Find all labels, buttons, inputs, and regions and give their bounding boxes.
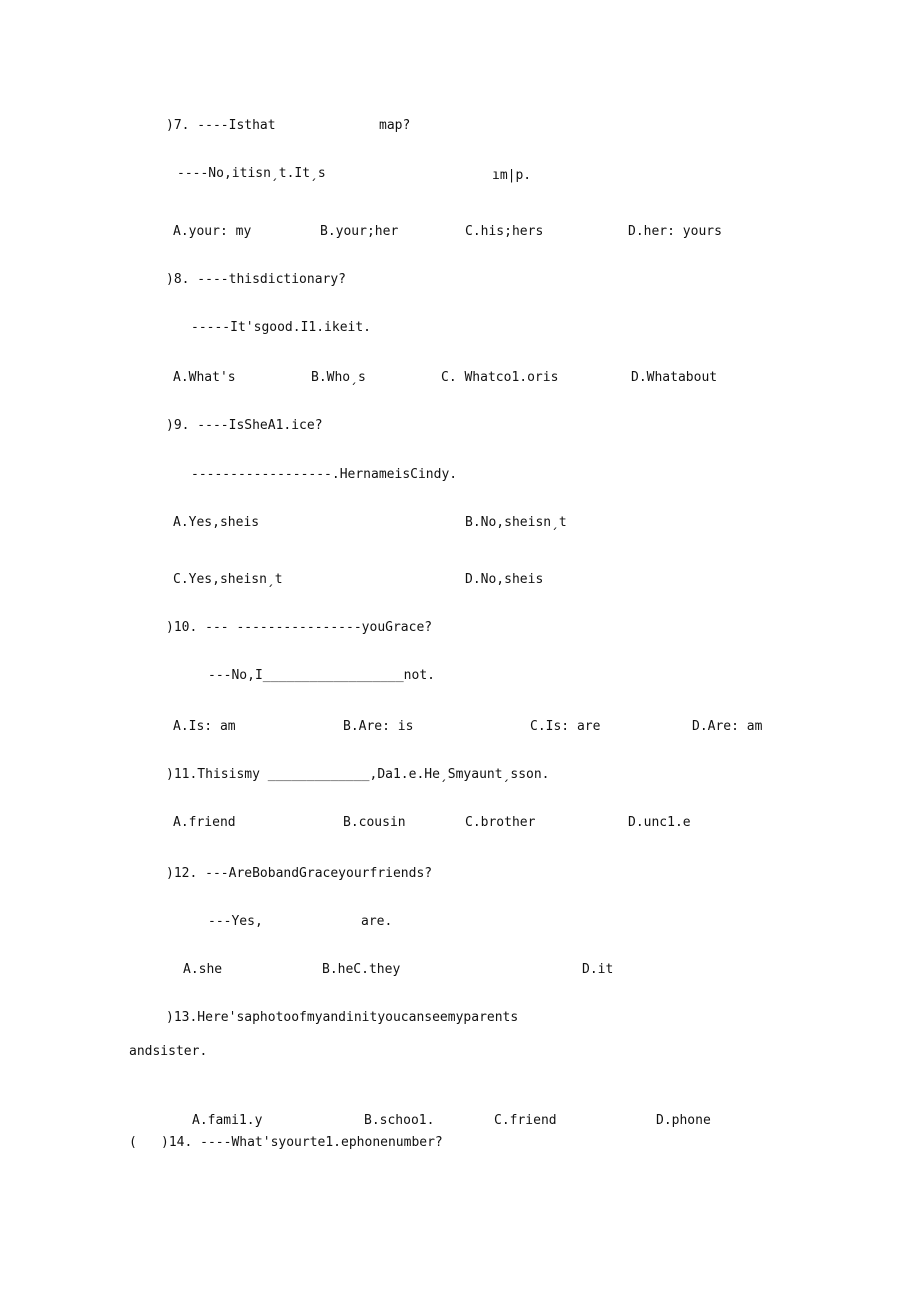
q7-option-d: D.her: yours <box>628 224 722 239</box>
q11-option-b: B.cousin <box>343 815 406 830</box>
q8-option-a: A.What's <box>173 370 236 385</box>
q12-option-d: D.it <box>582 962 614 977</box>
q7-reply-tail: ım|p. <box>492 168 532 183</box>
q9-option-c: C.Yes,sheisnˏt <box>173 572 283 587</box>
q13-option-c: C.friend <box>494 1113 557 1128</box>
q8-option-c: C. Whatco1.oris <box>441 370 559 385</box>
q11-option-c: C.brother <box>465 815 536 830</box>
q8-option-d: D.Whatabout <box>631 370 718 385</box>
q7-option-a: A.your: my <box>173 224 252 239</box>
q14-stem: )14. ----What'syourte1.ephonenumber? <box>161 1135 443 1150</box>
q9-option-d: D.No,sheis <box>465 572 544 587</box>
q12-option-a: A.she <box>183 962 223 977</box>
q8-reply: -----It'sgood.I1.ikeit. <box>191 320 372 335</box>
q8-stem: )8. ----thisdictionary? <box>166 272 347 287</box>
q13-stem: )13.Here'saphotoofmyandinityoucanseemyparents <box>166 1010 519 1025</box>
q13-option-b: B.schoo1. <box>364 1113 435 1128</box>
q11-option-a: A.friend <box>173 815 236 830</box>
q12-reply: ---Yes, <box>208 914 263 929</box>
q7-option-c: C.his;hers <box>465 224 544 239</box>
q12-option-bc: B.heC.they <box>322 962 401 977</box>
q10-option-a: A.Is: am <box>173 719 236 734</box>
q10-option-d: D.Are: am <box>692 719 763 734</box>
q12-reply-tail: are. <box>361 914 393 929</box>
q13-option-a: A.fami1.y <box>192 1113 263 1128</box>
q9-stem: )9. ----IsSheA1.ice? <box>166 418 323 433</box>
q8-option-b: B.Whoˏs <box>311 370 366 385</box>
q10-stem: )10. --- ----------------youGrace? <box>166 620 433 635</box>
q7-stem-tail: map? <box>379 118 411 133</box>
q7-stem: )7. ----Isthat <box>166 118 276 133</box>
q11-option-d: D.unc1.e <box>628 815 691 830</box>
q10-reply: ---No,I__________________not. <box>208 668 435 683</box>
q9-option-a: A.Yes,sheis <box>173 515 260 530</box>
q13-stem-continued: andsister. <box>129 1044 208 1059</box>
q7-option-b: B.your;her <box>320 224 399 239</box>
q9-reply: ------------------.HernameisCindy. <box>191 467 458 482</box>
q11-stem: )11.Thisismy _____________,Da1.e.HeˏSmyauntˏsson. <box>166 767 550 782</box>
q10-option-c: C.Is: are <box>530 719 601 734</box>
q13-option-d: D.phone <box>656 1113 711 1128</box>
q7-reply: ----No,itisnˏt.Itˏs <box>177 166 326 181</box>
q12-stem: )12. ---AreBobandGraceyourfriends? <box>166 866 433 881</box>
q9-option-b: B.No,sheisnˏt <box>465 515 567 530</box>
q10-option-b: B.Are: is <box>343 719 414 734</box>
q14-paren: ( <box>129 1135 137 1150</box>
